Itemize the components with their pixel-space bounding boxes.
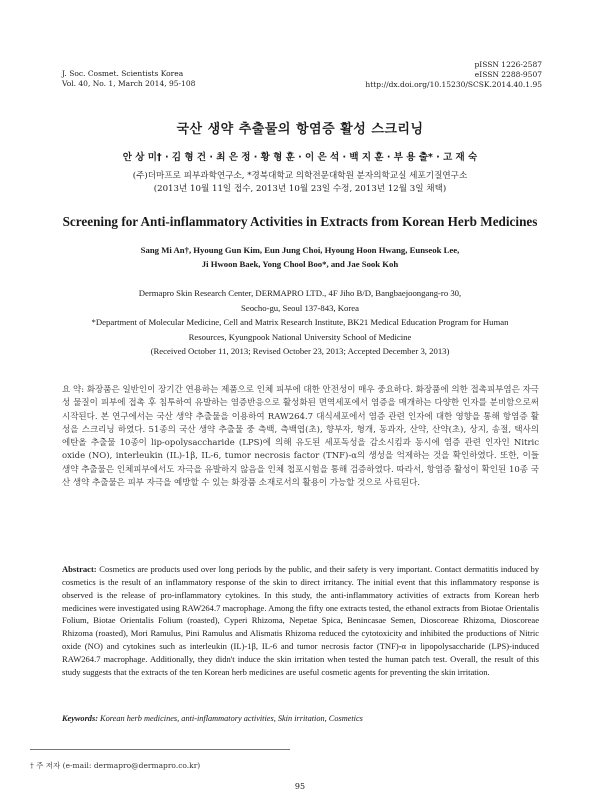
korean-dates: (2013년 10월 11일 접수, 2013년 10월 23일 수정, 2013년 12월 3일 채택) xyxy=(153,184,447,194)
abstract-label: Abstract: xyxy=(62,564,97,574)
abstract-text: Cosmetics are products used over long periods by the public, and their safety is very important. Contact dermatitis induced by cosmetics is the result of an inflammatory response of the skin to direct irritancy. The initial event that this inflammatory response is observed is the release of pro-inflammatory cytokines. In this study, the anti-inflammatory activities of extracts from Korean herb medicines were investigated using RAW264.7 macrophage. Among the fifty one extracts tested, the ethanol extracts from Biotae Orientalis Folium, Biotae Orientalis Folium (roasted), Cyperi Rhizoma, Nepetae Spica, Benincasae Semen, Dioscoreae Rhizoma, Dioscoreae Rhizoma (roasted), Mori Ramulus, Pini Ramulus and Alismatis Rhizoma reduced the cytotoxicity and inhibited the productions of Nitric oxide (NO) and cytokines such as interleukin (IL)-1β, IL-6 and tumor necrosis factor (TNF)-α in lipopolysaccharide (LPS)-induced RAW264.7 macrophage. Additionally, they didn't induce the skin irritation when tested the human patch test. Overall, the result of this study suggests that the extracts of the ten Korean herb medicines are useful cosmetic agents for preventing the skin irritation. xyxy=(62,564,539,677)
english-dates: (Received October 11, 2013; Revised October 23, 2013; Accepted December 3, 2013) xyxy=(150,346,450,356)
journal-name: J. Soc. Cosmet. Scientists Korea xyxy=(62,69,184,78)
keywords-text: Korean herb medicines, anti-inflammatory activities, Skin irritation, Cosmetics xyxy=(100,714,363,723)
affil-line3: *Department of Molecular Medicine, Cell and Matrix Research Institute, BK21 Medical Education Program for Human xyxy=(91,317,509,327)
footnote: † 주 저자 (e-mail: dermapro@dermapro.co.kr) xyxy=(30,761,201,770)
eissn: eISSN 2288-9507 xyxy=(474,70,542,79)
english-authors-line2: Ji Hwoon Baek, Yong Chool Boo*, and Jae Sook Koh xyxy=(201,259,399,269)
korean-affiliation-text: (주)더마프로 피부과학연구소, *경북대학교 의학전문대학원 분자의학교실 세포기질연구소 xyxy=(132,171,468,181)
english-authors-line1: Sang Mi An†, Hyoung Gun Kim, Eun Jung Choi, Hyoung Hoon Hwang, Eunseok Lee, xyxy=(140,245,460,255)
korean-affiliation xyxy=(0,170,600,196)
doi-link[interactable]: http://dx.doi.org/10.15230/SCSK.2014.40.1.95 xyxy=(365,80,542,89)
affil-line1: Dermapro Skin Research Center, DERMAPRO LTD., 4F Jiho B/D, Bangbaejoongang-ro 30, xyxy=(138,288,462,298)
english-authors xyxy=(0,243,600,271)
keywords xyxy=(62,714,539,723)
affil-line2: Seocho-gu, Seoul 137-843, Korea xyxy=(241,302,359,313)
journal-volume: Vol. 40, No. 1, March 2014, 95-108 xyxy=(62,79,196,88)
pissn: pISSN 1226-2587 xyxy=(474,60,542,69)
korean-title: 국산 생약 추출물의 항염증 활성 스크리닝 xyxy=(176,122,424,137)
issn-info xyxy=(365,60,542,90)
english-title: Screening for Anti-inflammatory Activities in Extracts from Korean Herb Medicines xyxy=(62,214,538,229)
keywords-label: Keywords: xyxy=(62,714,98,723)
journal-info xyxy=(62,69,195,89)
english-affiliation xyxy=(40,286,560,359)
korean-abstract: 요 약: 화장품은 일반인이 장기간 연용하는 제품으로 인체 피부에 대한 안전성이 매우 중요하다. 화장품에 의한 접촉피부염은 자극성 물질이 피부에 접촉 후 침투하여 유발하는 염증반응으로 활성화된 면역세포에서 염증을 매개하는 다양한 인자를 분비함으로써 시작된다. 본 연구에서는 국산 생약 추출물을 이용하여 RAW264.7 대식세포에서 염증 관련 인자에 대한 영향을 통해 항염증 활성을 스크리닝 하였다. 51종의 국산 생약 추출물 중 측백, 측백엽(초), 향부자, 형개, 동과자, 산약, 산약(초), 상지, 송절, 택사의 에탄올 추출물 10종이 lip-opolysaccharide (LPS)에 의해 유도된 세포독성을 감소시킴과 동시에 염증 관련 인자인 Nitric oxide (NO), interleukin (IL)-1β, IL-6, tumor necrosis factor (TNF)-α의 생성을 억제하는 것을 확인하였다. 또한, 이들 생약 추출물은 인체피부에서도 자극을 유발하지 않음을 인체 첩포시험을 통해 검증하였다. 따라서, 항염증 활성이 확인된 10종 국산 생약 추출물은 피부 자극을 예방할 수 있는 화장품 소재로서의 활용이 가능할 것으로 사료된다. xyxy=(62,385,539,489)
footnote-divider xyxy=(30,749,290,750)
english-abstract xyxy=(62,563,539,679)
page-number: 95 xyxy=(294,782,306,791)
affil-line4: Resources, Kyungpook National University School of Medicine xyxy=(188,331,412,342)
korean-authors: 안 상 미† · 김 형 건 · 최 은 정 · 황 형 훈 · 이 은 석 · 백 지 훈 · 부 용 출* · 고 재 숙 xyxy=(122,152,478,163)
